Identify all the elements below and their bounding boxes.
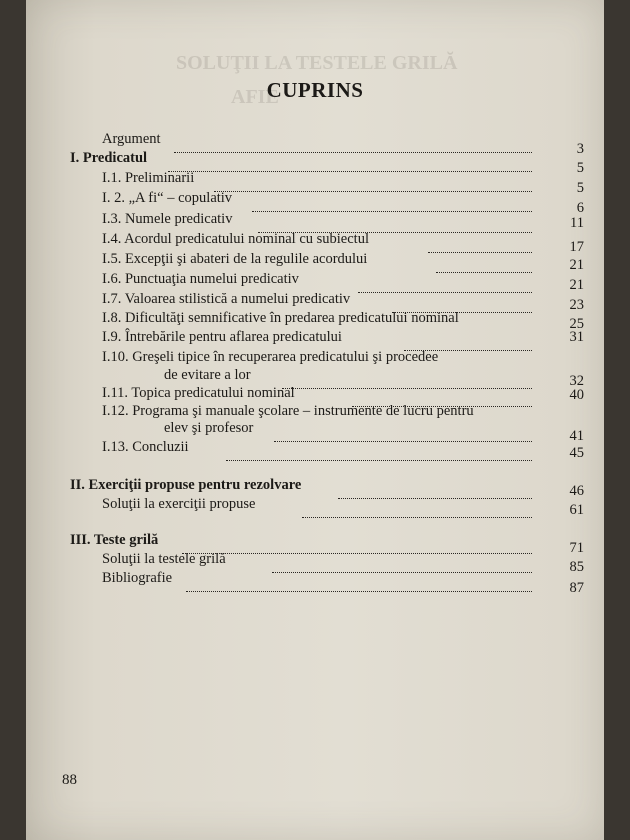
toc-entry-label: I.5. Excepţii şi abateri de la regulile acordului	[102, 251, 368, 267]
book-page	[26, 0, 604, 840]
toc-leader-dots	[186, 573, 532, 592]
toc-entry	[26, 495, 604, 518]
toc-leader-dots	[226, 442, 532, 461]
toc-entry-page: 46	[569, 483, 584, 499]
toc-entry-label: I.8. Dificultăţi semnificative în predarea predicatului nominal	[102, 310, 459, 326]
toc-entry	[26, 476, 604, 499]
show-through-text: SOLUŢII LA TESTELE GRILĂ	[176, 52, 458, 74]
toc-entry-label: I.13. Concluzii	[102, 439, 189, 455]
toc-entry-page: 61	[569, 502, 584, 518]
toc-entry	[26, 250, 604, 273]
toc-entry-label: I.10. Greşeli tipice în recuperarea predicatului şi procedee	[102, 349, 439, 365]
toc-entry-label: I.7. Valoarea stilistică a numelui predicativ	[102, 291, 351, 307]
toc-entry	[26, 438, 604, 461]
toc-entry-label: elev şi profesor	[164, 420, 254, 436]
toc-entry-label: I.6. Punctuaţia numelui predicativ	[102, 271, 299, 287]
toc-entry-page: 25	[569, 316, 584, 332]
toc-entry	[26, 169, 604, 196]
toc-entry-continuation	[26, 366, 604, 389]
toc-entry-continuation	[26, 419, 604, 444]
toc-entry-label: I.1. Preliminarii	[102, 170, 195, 186]
toc-entry-page: 41	[569, 428, 584, 444]
toc-entry-page: 11	[570, 215, 584, 231]
toc-entry-label: Argument	[102, 131, 161, 147]
toc-entry-page: 23	[569, 297, 584, 313]
toc-entry	[26, 569, 604, 596]
toc-entry	[26, 149, 604, 176]
toc-entry-label: I.11. Topica predicatului nominal	[102, 385, 295, 401]
toc-entry-label: I.12. Programa şi manuale şcolare – instrumente de lucru pentru	[102, 403, 474, 419]
toc-entry-page: 21	[569, 257, 584, 273]
toc-leader-dots	[302, 499, 532, 518]
toc-entry-label: Soluţii la testele grilă	[102, 551, 226, 567]
toc-entry-label: de evitare a lor	[164, 367, 251, 383]
toc-entry	[26, 210, 604, 231]
toc-entry-page: 5	[576, 180, 584, 196]
toc-entry-label: I.4. Acordul predicatului nominal cu subiectul	[102, 231, 369, 247]
page-title: CUPRINS	[266, 78, 364, 102]
toc-entry-label: Soluţii la exerciţii propuse	[102, 496, 256, 512]
toc-entry-page: 5	[576, 160, 584, 176]
toc-entry	[26, 290, 604, 313]
toc-entry-label: I.9. Întrebările pentru aflarea predicatului	[102, 329, 342, 345]
toc-entry	[26, 270, 604, 293]
toc-entry-page: 45	[569, 445, 584, 461]
toc-entry-label: I. 2. „A fi“ – copulativ	[102, 190, 233, 206]
toc-entry-page: 32	[569, 373, 584, 389]
show-through-text: AFIE	[231, 86, 279, 108]
toc-entry-page: 31	[569, 329, 584, 345]
toc-entry	[26, 328, 604, 346]
toc-entry	[26, 309, 604, 332]
toc-entry-page: 87	[569, 580, 584, 596]
page-number: 88	[62, 772, 77, 788]
toc-entry	[26, 230, 604, 255]
toc-entry-page: 21	[569, 277, 584, 293]
toc-entry-page: 71	[569, 540, 584, 556]
toc-entry	[26, 130, 604, 157]
toc-entry-page: 85	[569, 559, 584, 575]
toc-entry-page: 6	[576, 200, 584, 216]
toc-entry	[26, 348, 604, 366]
toc-entry	[26, 384, 604, 402]
toc-entry-page: 40	[569, 387, 584, 403]
toc-entry	[26, 550, 604, 575]
toc-entry-label: I.3. Numele predicativ	[102, 211, 233, 227]
toc-entry-page: 3	[576, 141, 584, 157]
toc-entry-page: 17	[569, 239, 584, 255]
toc-entry-label: II. Exerciţii propuse pentru rezolvare	[70, 477, 302, 493]
toc-entry	[26, 189, 604, 216]
toc-entry-label: Bibliografie	[102, 570, 173, 586]
toc-entry-label: I. Predicatul	[70, 150, 148, 166]
toc-entry	[26, 402, 604, 420]
toc-entry	[26, 531, 604, 556]
toc-entry-label: III. Teste grilă	[70, 532, 159, 548]
